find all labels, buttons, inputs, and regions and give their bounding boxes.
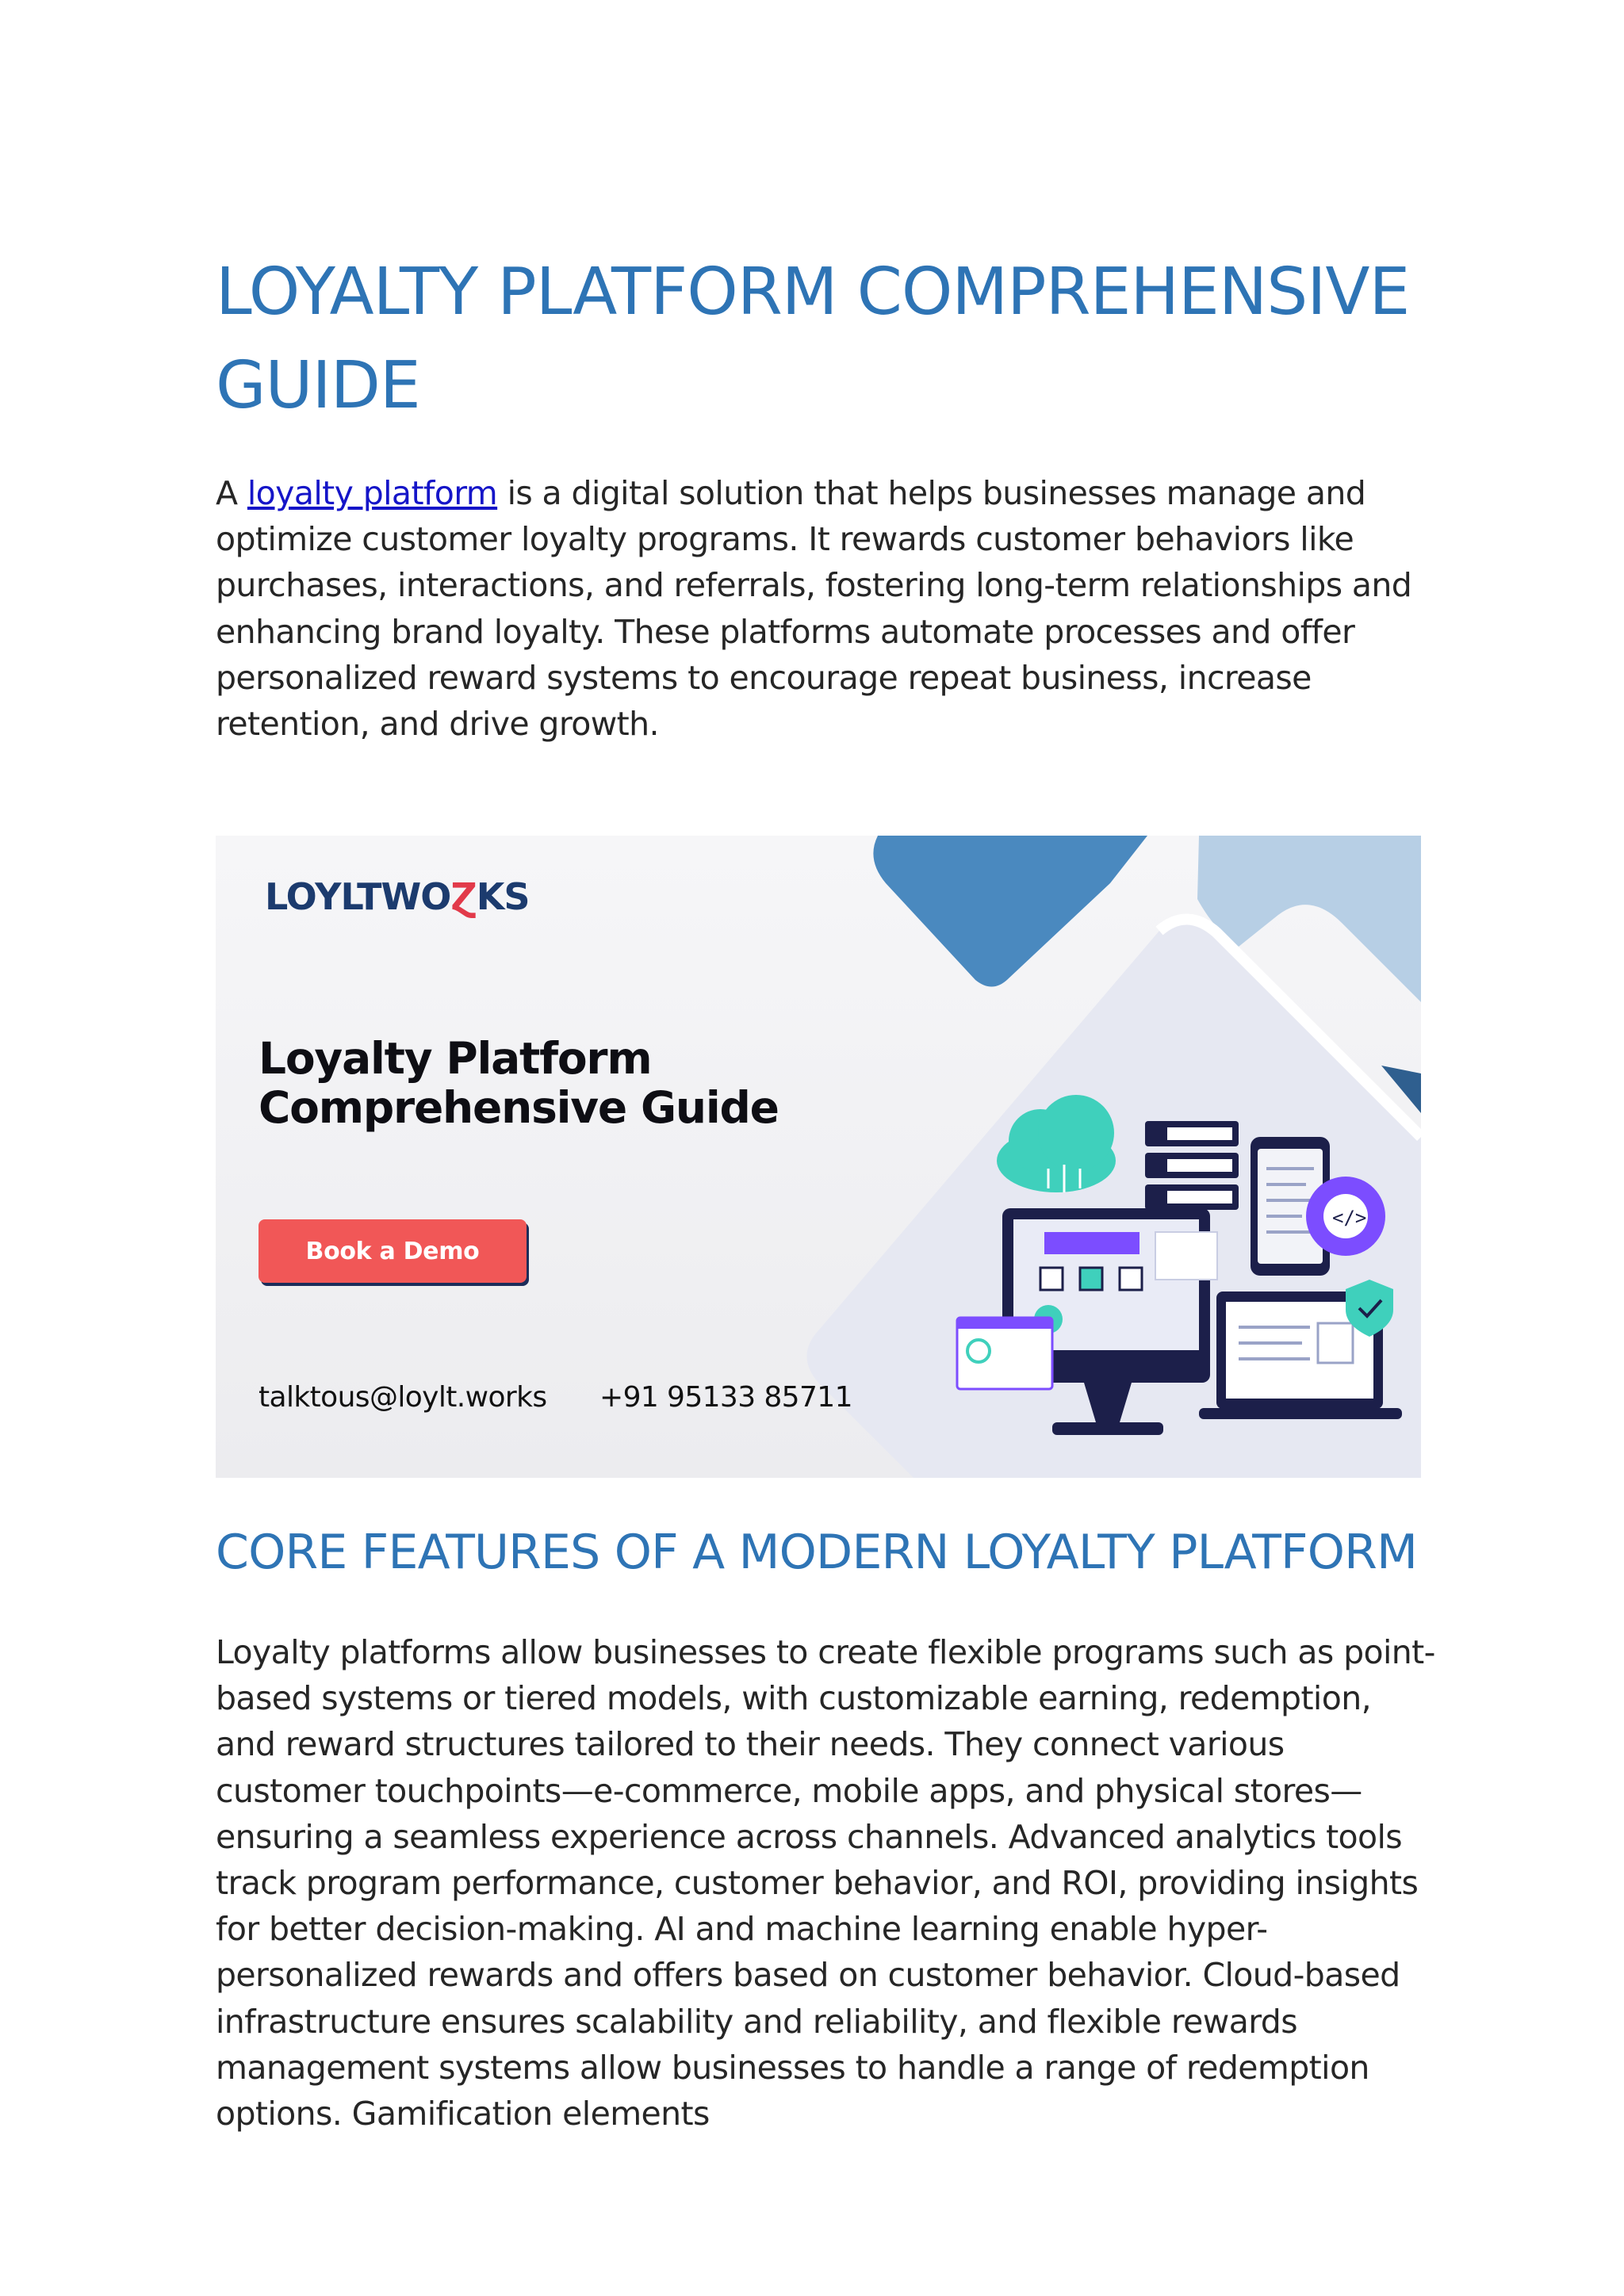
contact-email: talktous@loylt.works <box>259 1381 547 1414</box>
section-heading-core-features: CORE FEATURES OF A MODERN LOYALTY PLATFORM <box>216 1525 1418 1580</box>
gear-code-icon <box>1306 1177 1385 1256</box>
book-demo-button[interactable]: Book a Demo <box>259 1219 527 1283</box>
server-stack-icon <box>1145 1121 1239 1210</box>
core-features-paragraph: Loyalty platforms allow businesses to create flexible programs such as point-based systems or tiered models, with customizable earning, redemption, and reward structures tailored to their needs. They connect various customer touchpoints—e-commerce, mobile apps, and physical stores—ensuring a seamless experience across channels. Advanced analytics tools track program performance, customer behavior, and ROI, providing insights for better decision-making. AI and machine learning enable hyper-personalized rewards and offers based on customer behavior. Cloud-based infrastructure ensures scalability and reliability, and flexible rewards management systems allow businesses to handle a range of redemption options. Gamification elements <box>216 1633 1435 2133</box>
intro-text: is a digital solution that helps businesses manage and optimize customer loyalty programs. It rewards customer behaviors like purchases, interactions, and referrals, fostering long-term relationships and enhancing brand loyalty. These platforms automate processes and offer personalized reward systems to encourage repeat business, increase retention, and drive growth. <box>216 474 1412 744</box>
svg-text:</>: </> <box>1332 1207 1367 1229</box>
blue-diamond-shape <box>873 836 1147 987</box>
page-title: LOYALTY PLATFORM COMPREHENSIVE GUIDE <box>216 254 1410 423</box>
loyalty-platform-link[interactable]: loyalty platform <box>247 474 498 512</box>
contact-phone: +91 95133 85711 <box>599 1381 852 1414</box>
intro-prefix: A <box>216 474 247 512</box>
small-window-icon <box>957 1318 1052 1389</box>
loyltworks-logo: LOYLTWOⱿKS <box>265 875 530 918</box>
banner-heading: Loyalty Platform Comprehensive Guide <box>259 1033 779 1133</box>
hero-banner-image <box>216 836 1421 1478</box>
intro-paragraph <box>216 470 1437 747</box>
